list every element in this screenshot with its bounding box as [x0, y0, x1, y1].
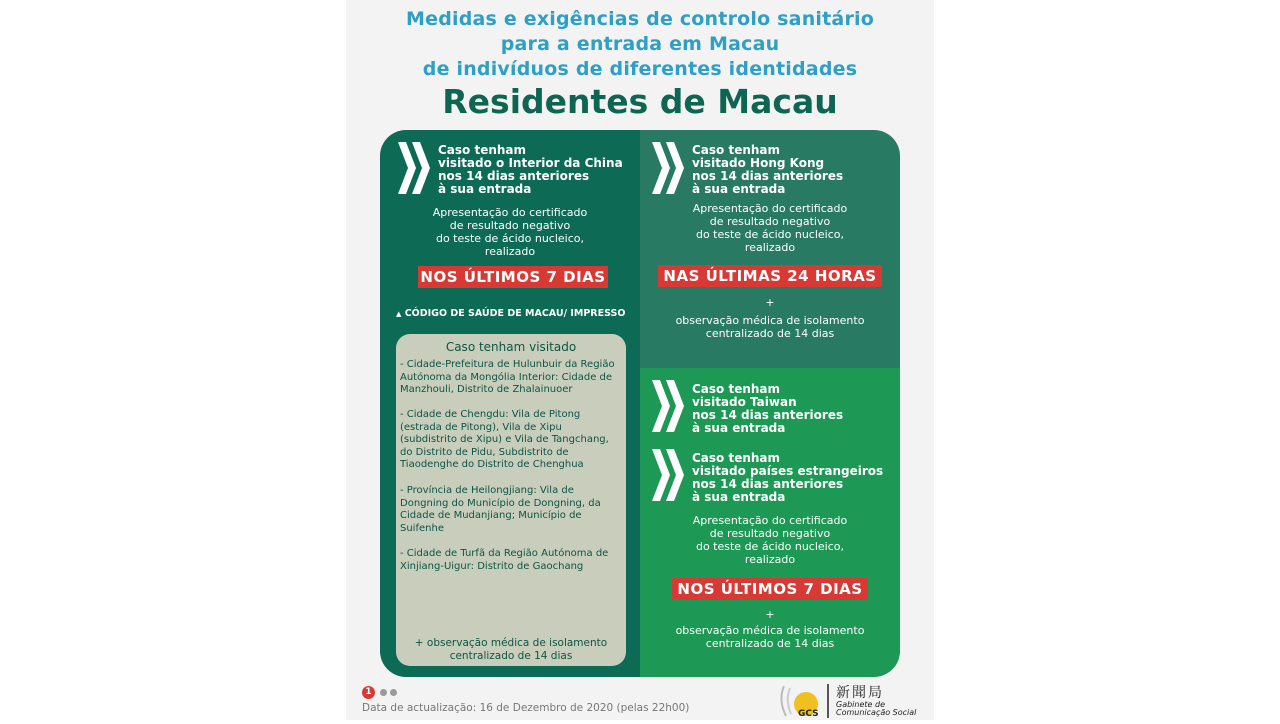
- taiwan-isolation: observação médica de isolamento centralizado de 14 dias: [675, 624, 865, 650]
- plus-sign: +: [765, 608, 775, 621]
- hong-kong-isolation: observação médica de isolamento centralizado de 14 dias: [675, 314, 865, 340]
- page-title: Residentes de Macau: [442, 82, 838, 121]
- plus-sign: +: [765, 296, 775, 309]
- chevron-right-icon: [652, 380, 686, 432]
- header-line-3: de indivíduos de diferentes identidades: [422, 58, 858, 80]
- visited-regions-box: [396, 334, 626, 666]
- list-item: - Cidade-Prefeitura de Hulunbuir da Região Autónoma da Mongólia Interior: Cidade de Manzhouli, Distrito de Zhalainuoer: [400, 359, 615, 395]
- header-line-2: para a entrada em Macau: [500, 33, 780, 55]
- chevron-right-icon: [652, 449, 686, 501]
- update-date: Data de actualização: 16 de Dezembro de 2020 (pelas 22h00): [362, 702, 690, 714]
- list-item: - Província de Heilongjiang: Vila de Dongning do Município de Dongning, da Cidade de Mudanjiang; Município de Suifenhe: [400, 485, 601, 534]
- mainland-panel: [380, 130, 640, 677]
- sun-logo-icon: [776, 680, 832, 720]
- gcs-logo: [776, 680, 926, 720]
- chevron-right-icon: [398, 142, 432, 194]
- page-dot[interactable]: [380, 689, 387, 696]
- poster: [346, 0, 934, 720]
- foreign-case-text: Caso tenham visitado países estrangeiros nos 14 dias anteriores à sua entrada: [692, 451, 884, 504]
- mainland-case-text: Caso tenham visitado o Interior da China nos 14 dias anteriores à sua entrada: [438, 143, 623, 196]
- current-page-dot[interactable]: 1: [362, 686, 375, 699]
- list-item: - Cidade de Chengdu: Vila de Pitong (estrada de Pitong), Vila de Xipu (subdistrito de Xipu) e Vila de Tangchang, do Distrito de Pidu, Subdistrito de Tiaodenghe do Distrito de Chenghua: [400, 409, 609, 470]
- taiwan-badge: NOS ÚLTIMOS 7 DIAS: [672, 578, 868, 600]
- visited-footer: + observação médica de isolamento centralizado de 14 dias: [414, 637, 608, 662]
- svg-text:GCS: GCS: [798, 709, 819, 719]
- info-card: [380, 130, 900, 677]
- hong-kong-panel: [640, 130, 900, 368]
- taiwan-requirement: Apresentação do certificado de resultado negativo do teste de ácido nucleico, realizado: [692, 514, 848, 566]
- header-line-1: Medidas e exigências de controlo sanitário: [406, 8, 874, 30]
- hong-kong-case-text: Caso tenham visitado Hong Kong nos 14 dias anteriores à sua entrada: [692, 143, 844, 196]
- taiwan-foreign-panel: [640, 368, 900, 677]
- visited-title: Caso tenham visitado: [445, 340, 577, 354]
- taiwan-case-text: Caso tenham visitado Taiwan nos 14 dias anteriores à sua entrada: [692, 382, 844, 435]
- health-code-label: ▲ CÓDIGO DE SAÚDE DE MACAU/ IMPRESSO: [396, 308, 626, 319]
- mainland-requirement: Apresentação do certificado de resultado negativo do teste de ácido nucleico, realizado: [432, 206, 588, 258]
- page-dot[interactable]: [390, 689, 397, 696]
- list-item: - Cidade de Turfã da Região Autónoma de Xinjiang-Uigur: Distrito de Gaochang: [400, 548, 609, 572]
- logo-chinese-text: 新聞局: [836, 685, 884, 701]
- logo-portuguese-text: Gabinete de Comunicação Social: [836, 700, 917, 717]
- hong-kong-badge: NAS ÚLTIMAS 24 HORAS: [658, 265, 882, 287]
- chevron-right-icon: [652, 142, 686, 194]
- hong-kong-requirement: Apresentação do certificado de resultado negativo do teste de ácido nucleico, realizado: [692, 202, 848, 254]
- triangle-icon: ▲: [396, 310, 402, 318]
- mainland-badge: NOS ÚLTIMOS 7 DIAS: [418, 266, 608, 288]
